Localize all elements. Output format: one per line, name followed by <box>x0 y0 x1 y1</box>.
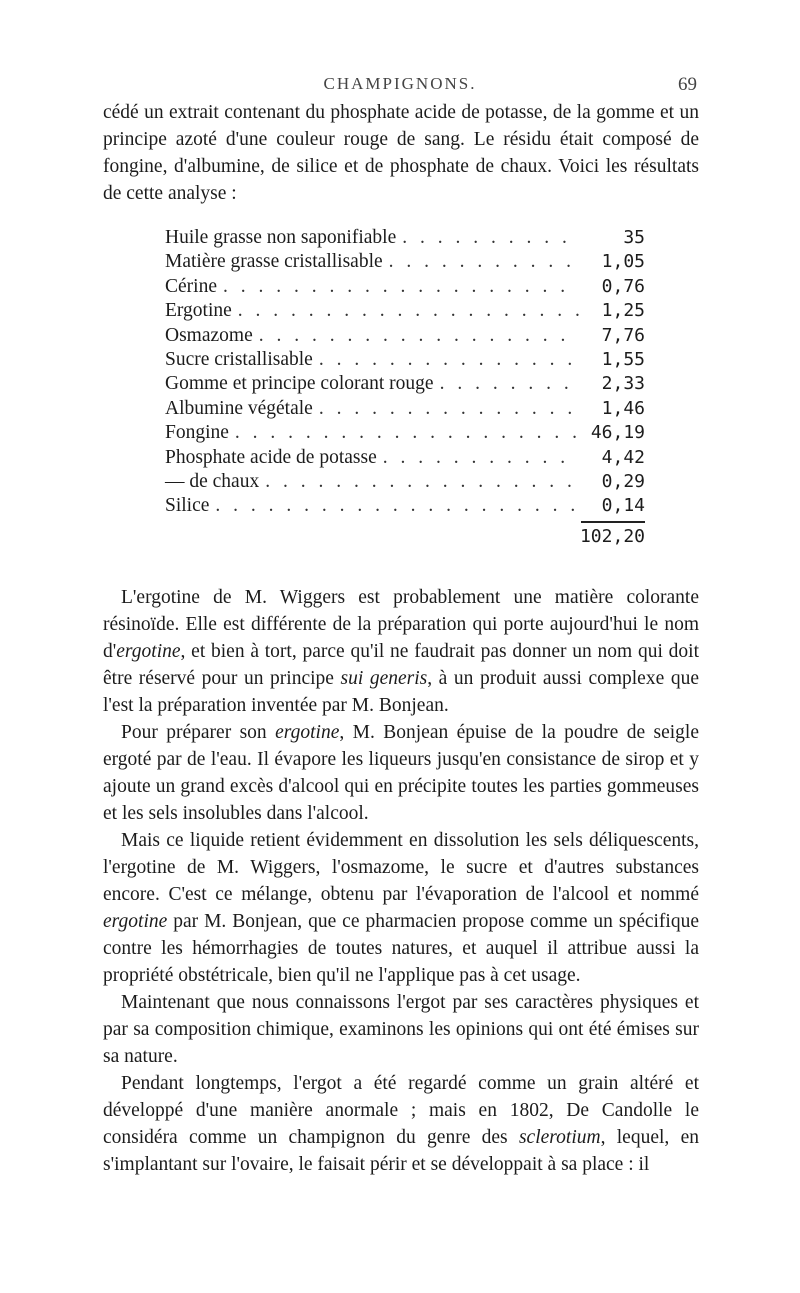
paragraph-ergotine-wiggers: L'ergotine de M. Wiggers est probablement une matière colorante résinoïde. Elle est différente de la préparation qui porte aujourd'hui le nom d'ergotine, et bien à tort, parce qu'il ne faudrait pas donner un nom qui doit être réservé pour un principe sui generis, à un produit aussi complexe que l'est la préparation inventée par M. Bonjean. <box>103 587 699 716</box>
analysis-row <box>165 348 645 372</box>
component-name: Huile grasse non saponifiable <box>165 227 397 248</box>
component-value: 4,42 <box>601 446 645 468</box>
component-name: Phosphate acide de potasse <box>165 446 377 468</box>
analysis-total: 102,20 <box>579 525 645 547</box>
component-value: 35 <box>623 227 645 248</box>
leader-dots <box>238 299 579 323</box>
component-value: 1,46 <box>601 397 645 419</box>
component-name: Cérine <box>165 275 217 297</box>
analysis-row <box>165 372 645 396</box>
component-value: 1,55 <box>601 348 645 370</box>
component-value: 0,29 <box>601 470 645 492</box>
component-value: 46,19 <box>590 422 645 444</box>
leader-dots <box>440 372 579 396</box>
component-name: Osmazome <box>165 324 253 346</box>
analysis-row <box>165 494 645 518</box>
leader-dots <box>235 421 579 445</box>
paragraph-longtemps: Pendant longtemps, l'ergot a été regardé comme un grain altéré et développé d'une manière anormale ; mais en 1802, De Candolle le considéra comme un champignon du genre des sclerotium, lequel, en s'implantant sur l'ovaire, le faisait périr et se développait à sa place : il <box>103 1073 699 1175</box>
analysis-row <box>165 397 645 421</box>
page-header <box>103 74 697 98</box>
component-name: Fongine <box>165 422 229 444</box>
page-number: 69 <box>678 74 697 95</box>
analysis-row <box>165 446 645 470</box>
component-name: Sucre cristallisable <box>165 348 313 370</box>
component-value: 0,76 <box>601 275 645 297</box>
analysis-row <box>165 299 645 323</box>
component-value: 1,25 <box>601 300 645 322</box>
analysis-row <box>165 275 645 299</box>
body-text <box>103 584 699 1178</box>
component-value: 1,05 <box>601 251 645 273</box>
leader-dots <box>319 348 579 372</box>
component-name: Silice <box>165 495 210 517</box>
analysis-row <box>165 250 645 274</box>
analysis-row <box>165 470 645 494</box>
component-name: Ergotine <box>165 300 232 322</box>
component-name: Albumine végétale <box>165 397 313 419</box>
leader-dots <box>215 494 579 518</box>
paragraph-liquide: Mais ce liquide retient évidemment en dissolution les sels déliquescents, l'ergotine de M. Wiggers, l'osmazome, le sucre et d'autres substances encore. C'est ce mélange, obtenu par l'évaporation de l'alcool et nommé ergotine par M. Bonjean, que ce pharmacien propose comme un spécifique contre les hémorrhagies de toutes natures, et auquel il attribue aussi la propriété obstétricale, bien qu'il ne l'applique pas à cet usage. <box>103 830 699 986</box>
leader-dots <box>402 226 579 250</box>
analysis-row <box>165 226 645 250</box>
analysis-rows <box>165 226 645 519</box>
running-title: CHAMPIGNONS. <box>323 74 477 93</box>
leader-dots <box>383 446 579 470</box>
intro-paragraph <box>103 99 699 207</box>
component-name: Gomme et principe colorant rouge <box>165 373 434 395</box>
analysis-table <box>165 226 645 547</box>
leader-dots <box>223 275 579 299</box>
intro-text: cédé un extrait contenant du phosphate acide de potasse, de la gomme et un principe azoté d'une couleur rouge de sang. Le résidu était composé de fongine, d'albumine, de silice et de phosphate de chaux. Voici les résultats de cette analyse : <box>103 102 699 204</box>
component-value: 2,33 <box>601 373 645 395</box>
analysis-row <box>165 324 645 348</box>
leader-dots <box>259 324 579 348</box>
leader-dots <box>265 470 579 494</box>
leader-dots <box>389 250 579 274</box>
component-name: Matière grasse cristallisable <box>165 251 383 273</box>
leader-dots <box>319 397 579 421</box>
total-rule <box>581 521 645 523</box>
paragraph-preparation: Pour préparer son ergotine, M. Bonjean épuise de la poudre de seigle ergoté par de l'eau. Il évapore les liqueurs jusqu'en consistance de sirop et y ajoute un grand excès d'alcool qui en précipite toutes les parties gommeuses et les sels insolubles dans l'alcool. <box>103 722 700 824</box>
component-value: 0,14 <box>601 495 645 517</box>
analysis-row <box>165 421 645 445</box>
component-value: 7,76 <box>601 324 645 346</box>
paragraph-maintenant: Maintenant que nous connaissons l'ergot par ses caractères physiques et par sa composition chimique, examinons les opinions qui ont été émises sur sa nature. <box>103 992 699 1067</box>
component-name: — de chaux <box>165 470 260 492</box>
